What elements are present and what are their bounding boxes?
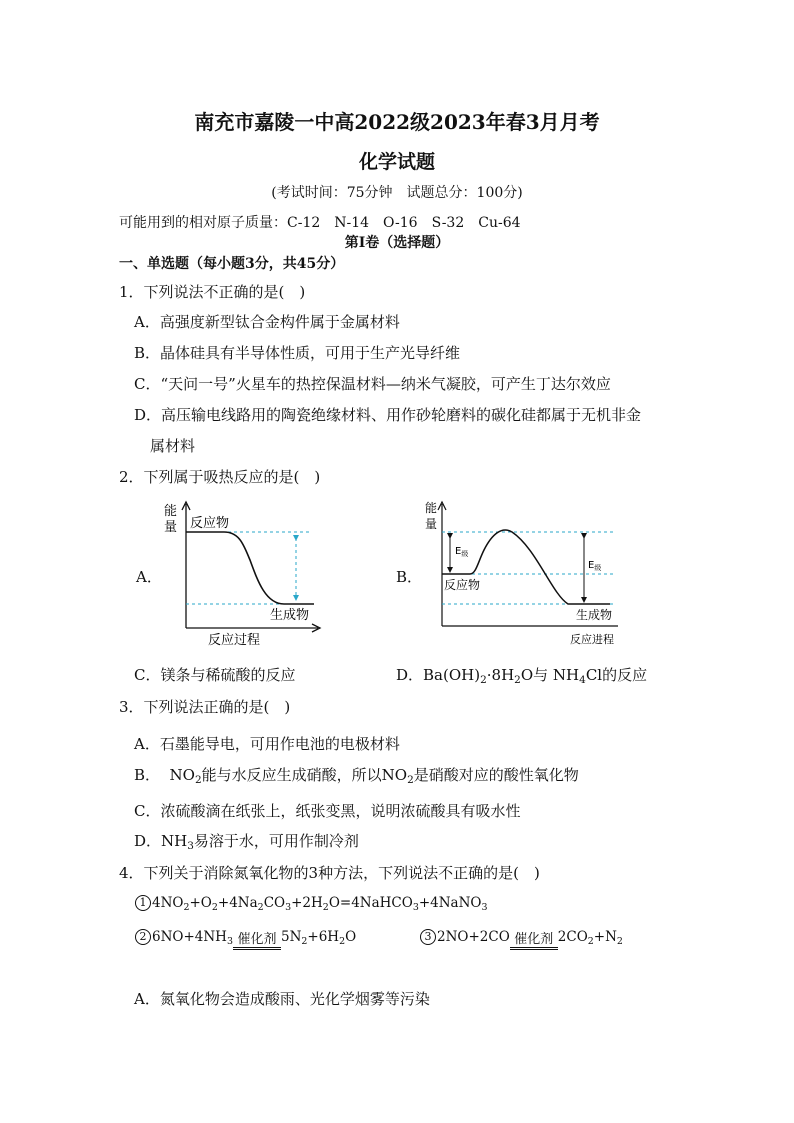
- energy-diagram-exothermic: [160, 498, 330, 650]
- graph-b-xlabel: 反应进程: [570, 633, 614, 646]
- energy-diagram-activation: [420, 498, 630, 650]
- q3-option-d: D．$NH_3$易溶于水，可用作制冷剂: [134, 832, 359, 852]
- graph-b-e2-label: $E_级$: [588, 560, 602, 572]
- graph-b-reactant-label: 反应物: [444, 578, 481, 592]
- section-title: 第I卷（选择题）: [344, 235, 450, 251]
- graph-a-ylabel-2: 量: [164, 520, 178, 535]
- q4-equation-3: 3 2NO+2CO 催化剂 $2CO_2+N_2$: [420, 929, 623, 950]
- graph-b-product-label: 生成物: [576, 608, 613, 622]
- atomic-mass-line: [119, 212, 521, 232]
- graph-b-ylabel-1: 能: [425, 501, 438, 515]
- q2-option-b-label: B．: [396, 568, 423, 586]
- q3-option-c: C．浓硫酸滴在纸张上，纸张变黑，说明浓硫酸具有吸水性: [134, 802, 521, 820]
- atomic-mass-values: C-12 N-14 O-16 S-32 Cu-64: [287, 215, 521, 231]
- eq1-number: 1: [135, 895, 151, 911]
- q4-equation-1: 1 $4NO_2+O_2+4Na_2CO_3+2H_2O=4NaHCO_3+4NaNO_3$: [135, 895, 488, 911]
- q1-option-c: C．“天问一号”火星车的热控保温材料—纳米气凝胶，可产生丁达尔效应: [134, 375, 611, 393]
- graph-a-reactant-label: 反应物: [190, 516, 230, 531]
- q2-option-a-label: A．: [136, 568, 162, 586]
- q2-option-d: D．$Ba(OH)_2\cdot 8H_2O$与 $NH_4Cl$的反应: [396, 666, 648, 686]
- q2-stem: 2．下列属于吸热反应的是( ): [119, 468, 321, 486]
- atomic-mass-label: 可能用到的相对原子质量：: [119, 215, 287, 231]
- q1-option-b: B．晶体硅具有半导体性质，可用于生产光导纤维: [134, 344, 461, 362]
- q1-stem: 1．下列说法不正确的是( ): [119, 283, 306, 301]
- graph-a-ylabel-1: 能: [164, 504, 178, 519]
- eq2-number: 2: [135, 929, 151, 945]
- graph-b-energy-curve: [442, 530, 610, 604]
- q4-equation-2: 2 $6NO+4NH_3$ 催化剂 $5N_2+6H_2O$: [135, 929, 356, 950]
- graph-a-xlabel: 反应过程: [208, 633, 261, 648]
- part-heading: 一、单选题（每小题3分，共45分）: [119, 256, 345, 272]
- eq3-catalyst-arrow: 催化剂: [510, 933, 558, 950]
- q3-option-a: A．石墨能导电，可用作电池的电极材料: [134, 735, 400, 753]
- q2-option-c: C．镁条与稀硫酸的反应: [134, 666, 296, 684]
- exam-info: (考试时间：75分钟 试题总分：100分): [271, 185, 523, 201]
- graph-b-e1-label: $E_级$: [455, 546, 469, 558]
- graph-a-product-label: 生成物: [270, 608, 310, 623]
- q4-option-a: A．氮氧化物会造成酸雨、光化学烟雾等污染: [134, 990, 430, 1008]
- q3-stem: 3．下列说法正确的是( ): [119, 698, 291, 716]
- q4-stem: 4．下列关于消除氮氧化物的3种方法，下列说法不正确的是( ): [119, 864, 540, 882]
- q1-option-d: D．高压输电线路用的陶瓷绝缘材料、用作砂轮磨料的碳化硅都属于无机非金: [134, 406, 642, 424]
- q1-option-a: A．高强度新型钛合金构件属于金属材料: [134, 313, 400, 331]
- subject-title: 化学试题: [358, 151, 435, 173]
- q3-option-b: B． $NO_2$能与水反应生成硝酸，所以$NO_2$是硝酸对应的酸性氧化物: [134, 766, 579, 786]
- graph-b-ylabel-2: 量: [425, 517, 438, 531]
- eq2-catalyst-arrow: 催化剂: [233, 933, 281, 950]
- exam-title: 南充市嘉陵一中高2022级2023年春3月月考: [194, 110, 600, 134]
- graph-a-energy-curve: [186, 532, 314, 604]
- eq3-number: 3: [420, 929, 436, 945]
- q1-option-d-cont: 属材料: [150, 437, 196, 455]
